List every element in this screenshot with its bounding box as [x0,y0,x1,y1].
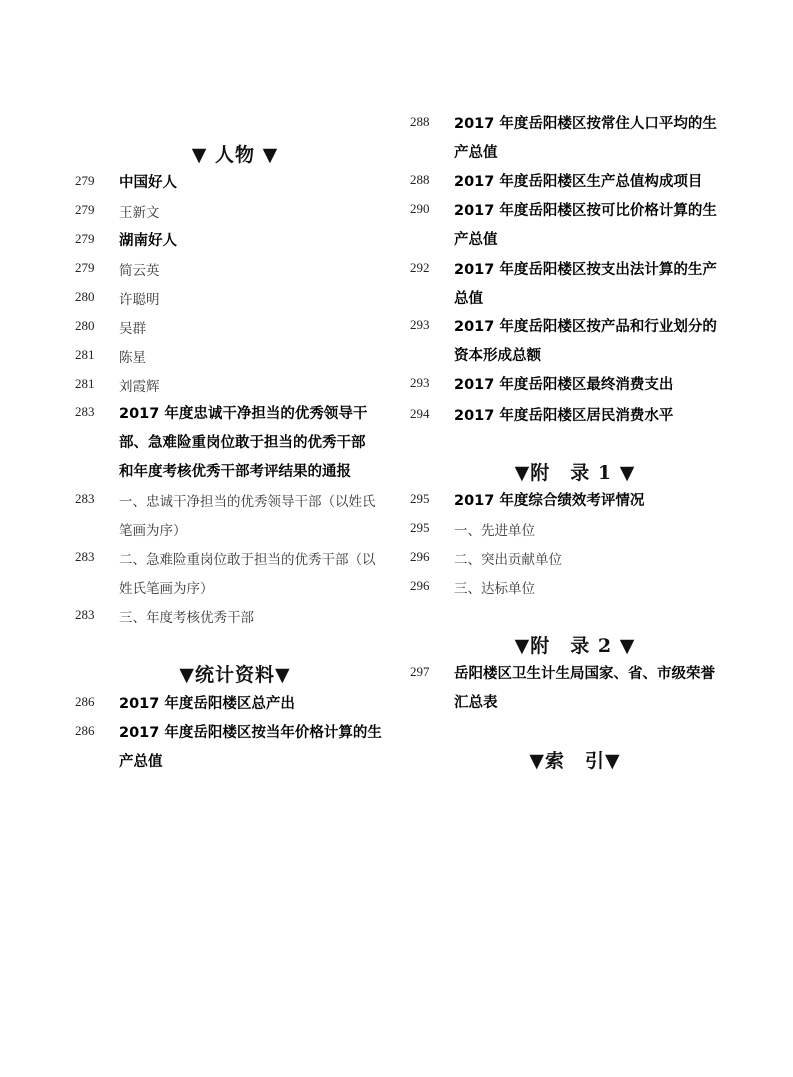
entry-title-line: 产总值 [119,754,163,770]
entry-title: 一、先进单位 [454,523,535,539]
section-heading-people: ▼ 人物 ▼ [191,144,279,166]
page-number: 279 [75,202,95,217]
entry-title: 王新文 [119,205,160,221]
page-number: 288 [410,172,430,187]
entry-title-line: 资本形成总额 [454,348,541,364]
entry-title-line: 2017 年度岳阳楼区按当年价格计算的生 [119,725,382,741]
section-heading-statistics: ▼统计资料▼ [179,664,291,686]
entry-title-line: 岳阳楼区卫生计生局国家、省、市级荣誉 [454,666,715,682]
page-number: 279 [75,231,95,246]
page-number: 296 [410,549,430,564]
page-number: 286 [75,723,95,738]
page-number: 292 [410,260,430,275]
entry-title-line: 姓氏笔画为序） [119,581,214,597]
entry-title: 陈星 [119,350,146,366]
entry-title-line: 2017 年度岳阳楼区按支出法计算的生产 [454,262,717,278]
section-heading-appendix-2: ▼附 录 2 ▼ [514,635,636,657]
entry-title-line: 2017 年度岳阳楼区按可比价格计算的生 [454,203,717,219]
entry-title-line: 2017 年度忠诚干净担当的优秀领导干 [119,406,368,422]
entry-title: 2017 年度岳阳楼区生产总值构成项目 [454,174,703,190]
entry-title-line: 总值 [454,291,483,307]
page-number: 283 [75,607,95,622]
section-heading-appendix-1: ▼附 录 1 ▼ [514,462,636,484]
page-number: 296 [410,578,430,593]
entry-title: 二、突出贡献单位 [454,552,562,568]
entry-title-line: 笔画为序） [119,523,187,539]
entry-title-line: 产总值 [454,145,498,161]
page-number: 283 [75,549,95,564]
entry-title-line: 和年度考核优秀干部考评结果的通报 [119,464,351,480]
page-number: 283 [75,404,95,419]
entry-title-line: 2017 年度岳阳楼区按常住人口平均的生 [454,116,717,132]
page-number: 295 [410,491,430,506]
page-number: 295 [410,520,430,535]
page-number: 294 [410,406,430,421]
page-number: 293 [410,317,430,332]
entry-title-line: 部、急难险重岗位敢于担当的优秀干部 [119,435,366,451]
entry-title: 吴群 [119,321,146,337]
page-number: 280 [75,318,95,333]
entry-title-line: 二、急难险重岗位敢于担当的优秀干部（以 [119,552,376,568]
page-number: 281 [75,347,95,362]
page-number: 281 [75,376,95,391]
entry-title: 中国好人 [119,175,177,191]
entry-title: 2017 年度岳阳楼区居民消费水平 [454,408,674,424]
entry-title: 简云英 [119,263,160,279]
section-heading-index: ▼索 引▼ [529,750,621,772]
entry-title: 刘霞辉 [119,379,160,395]
entry-title: 2017 年度岳阳楼区总产出 [119,696,295,712]
page-number: 293 [410,375,430,390]
page-number: 279 [75,173,95,188]
entry-title: 湖南好人 [119,233,177,249]
page-number: 283 [75,491,95,506]
page-number: 288 [410,114,430,129]
entry-title: 三、达标单位 [454,581,535,597]
entry-title: 三、年度考核优秀干部 [119,610,254,626]
entry-title-line: 产总值 [454,232,498,248]
page-number: 286 [75,694,95,709]
entry-title-line: 2017 年度岳阳楼区按产品和行业划分的 [454,319,717,335]
page-number: 290 [410,201,430,216]
entry-title: 2017 年度综合绩效考评情况 [454,493,645,509]
entry-title-line: 一、忠诚干净担当的优秀领导干部（以姓氏 [119,494,376,510]
entry-title: 许聪明 [119,292,160,308]
page-number: 279 [75,260,95,275]
entry-title: 2017 年度岳阳楼区最终消费支出 [454,377,674,393]
page-number: 280 [75,289,95,304]
page-number: 297 [410,664,430,679]
entry-title-line: 汇总表 [454,695,498,711]
